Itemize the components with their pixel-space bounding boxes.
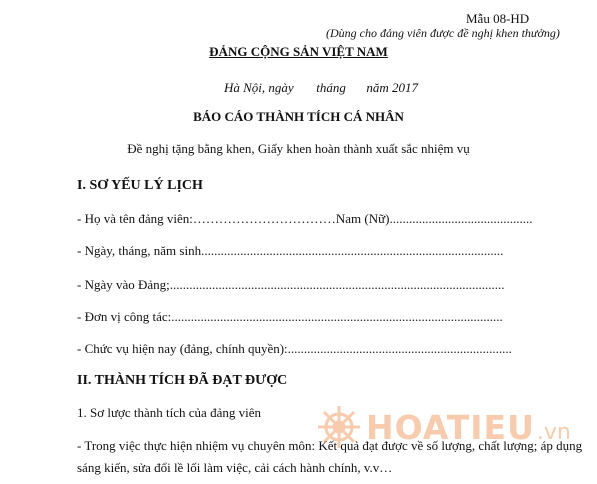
place-date-place: Hà Nội, ngày <box>224 80 294 95</box>
section-heading-biography: I. SƠ YẾU LÝ LỊCH <box>77 178 203 193</box>
field-date-of-birth: - Ngày, tháng, năm sinh............................................................................................. <box>77 243 504 258</box>
field-work-unit: - Đơn vị công tác:...................................................................................................... <box>77 309 503 324</box>
achievement-line-1: - Trong việc thực hiện nhiệm vụ chuyên môn: Kết quả đạt được về số lượng, chất lượng; áp dụng <box>77 438 583 453</box>
watermark-suffix: .vn <box>536 419 571 445</box>
achievement-line-2: sáng kiến, sửa đổi lề lối làm việc, cải cách hành chính, v.v… <box>77 460 393 475</box>
watermark <box>316 402 571 452</box>
party-name: ĐẢNG CỘNG SẢN VIỆT NAM <box>209 44 388 59</box>
usage-note: (Dùng cho đảng viên được đề nghị khen thưởng) <box>326 26 560 40</box>
ship-wheel-icon <box>316 404 362 450</box>
document-subtitle: Đề nghị tặng bằng khen, Giấy khen hoàn thành xuất sắc nhiệm vụ <box>127 141 470 156</box>
field-party-join-date: - Ngày vào Đảng;....................................................................................................... <box>77 277 505 292</box>
place-date-year: năm 2017 <box>366 80 418 95</box>
place-date-month: tháng <box>316 80 346 95</box>
field-current-position: - Chức vụ hiện nay (đảng, chính quyền):..................................................................... <box>77 341 512 356</box>
field-full-name: - Họ và tên đảng viên:……………………………Nam (Nữ)............................................ <box>77 211 533 226</box>
section-heading-achievements: II. THÀNH TÍCH ĐÃ ĐẠT ĐƯỢC <box>77 373 288 388</box>
form-code: Mẫu 08-HD <box>466 11 530 26</box>
achievement-item-1: 1. Sơ lược thành tích của đảng viên <box>77 405 261 420</box>
document-title: BÁO CÁO THÀNH TÍCH CÁ NHÂN <box>193 109 404 124</box>
place-date <box>224 80 418 96</box>
watermark-brand: HOATIEU <box>366 407 535 447</box>
